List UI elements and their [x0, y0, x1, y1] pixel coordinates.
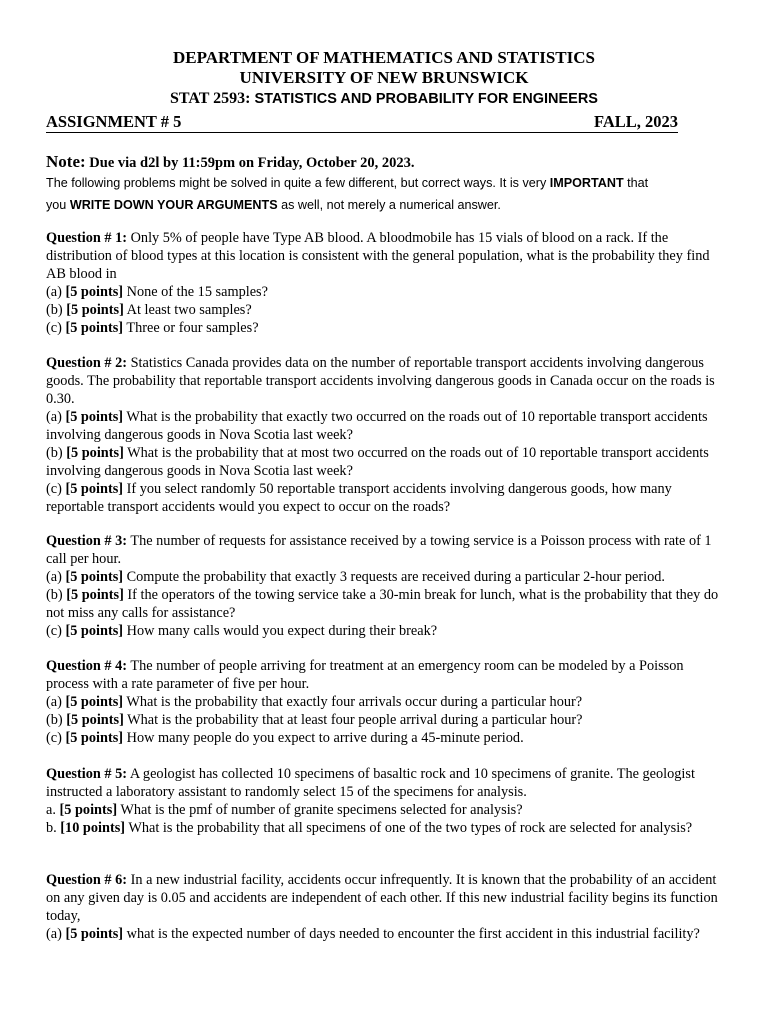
- question-label: Question # 2:: [46, 355, 128, 371]
- question-4: [46, 657, 724, 747]
- question-part: [46, 693, 724, 711]
- course-name: STATISTICS AND PROBABILITY FOR ENGINEERS: [250, 91, 598, 107]
- part-prefix: (b): [46, 587, 67, 603]
- part-points: [5 points]: [65, 694, 124, 710]
- question-part: [46, 283, 724, 301]
- part-text: what is the expected number of days needed to encounter the first accident in this industrial facility?: [123, 926, 700, 942]
- instructions-line-1: [46, 173, 736, 193]
- part-prefix: (c): [46, 730, 66, 746]
- department-heading: DEPARTMENT OF MATHEMATICS AND STATISTICS: [173, 48, 595, 67]
- question-part: [46, 444, 724, 480]
- question-5: [46, 765, 724, 837]
- part-text: What is the probability that exactly two occurred on the roads out of 10 reportable transport accidents involving dangerous goods in Nova Scotia last week?: [46, 409, 708, 443]
- question-stem: [46, 657, 724, 693]
- part-text: How many people do you expect to arrive during a 45-minute period.: [123, 730, 524, 746]
- assignment-number: ASSIGNMENT # 5: [46, 112, 182, 131]
- question-label: Question # 4:: [46, 658, 128, 674]
- instructions-line-2: [46, 195, 736, 215]
- question-part: [46, 301, 724, 319]
- course-code: STAT 2593:: [170, 90, 251, 107]
- part-prefix: a.: [46, 802, 60, 818]
- question-stem: [46, 871, 724, 925]
- note-label: Note:: [46, 152, 86, 171]
- term-label: FALL, 2023: [593, 112, 678, 131]
- question-part: [46, 819, 724, 837]
- question-1: [46, 229, 724, 337]
- part-text: If you select randomly 50 reportable transport accidents involving dangerous goods, how many reportable transport accidents would you expect to occur on the roads?: [46, 481, 672, 515]
- part-text: What is the probability that at least four people arrival during a particular hour?: [123, 712, 583, 728]
- part-prefix: (b): [46, 712, 67, 728]
- part-points: [5 points]: [65, 284, 124, 300]
- part-prefix: (c): [46, 481, 66, 497]
- part-text: Three or four samples?: [123, 320, 259, 336]
- part-prefix: (a): [46, 694, 66, 710]
- question-text: Statistics Canada provides data on the number of reportable transport accidents involving dangerous goods. The probability that reportable transport accidents involving dangerous goods in Canada occur on the roads is 0.30.: [46, 355, 715, 407]
- question-text: A geologist has collected 10 specimens of basaltic rock and 10 specimens of granite. The geologist instructed a laboratory assistant to randomly select 15 of the specimens for analysis.: [46, 766, 695, 800]
- part-prefix: (a): [46, 926, 66, 942]
- part-points: [10 points]: [60, 820, 126, 836]
- part-points: [5 points]: [66, 587, 124, 603]
- question-stem: [46, 532, 724, 568]
- question-stem: [46, 229, 724, 283]
- arguments-emphasis: WRITE DOWN YOUR ARGUMENTS: [69, 198, 278, 212]
- part-prefix: (a): [46, 569, 66, 585]
- part-prefix: (a): [46, 409, 66, 425]
- question-label: Question # 6:: [46, 872, 128, 888]
- part-prefix: b.: [46, 820, 61, 836]
- question-label: Question # 1:: [46, 230, 128, 246]
- question-part: [46, 319, 724, 337]
- question-part: [46, 408, 724, 444]
- instructions-text: as well, not merely a numerical answer.: [277, 198, 501, 212]
- instructions-text: that: [623, 176, 649, 190]
- question-text: In a new industrial facility, accidents occur infrequently. It is known that the probability of an accident on any given day is 0.05 and accidents are independent of each other. If this new industrial facility begins its function today,: [46, 872, 718, 924]
- university-heading: UNIVERSITY OF NEW BRUNSWICK: [239, 68, 529, 87]
- question-label: Question # 3:: [46, 533, 128, 549]
- part-points: [5 points]: [59, 802, 118, 818]
- part-text: What is the probability that all specimens of one of the two types of rock are selected for analysis?: [125, 820, 693, 836]
- question-label: Question # 5:: [46, 766, 128, 782]
- question-text: The number of people arriving for treatment at an emergency room can be modeled by a Poisson process with a rate parameter of five per hour.: [46, 658, 684, 692]
- part-points: [5 points]: [66, 445, 124, 461]
- part-points: [5 points]: [65, 926, 124, 942]
- assignment-title-row: [46, 112, 678, 133]
- part-text: If the operators of the towing service take a 30-min break for lunch, what is the probability that they do not miss any calls for assistance?: [46, 587, 719, 621]
- part-text: Compute the probability that exactly 3 requests are received during a particular 2-hour period.: [123, 569, 665, 585]
- due-note: [46, 152, 726, 173]
- question-stem: [46, 765, 724, 801]
- part-points: [5 points]: [65, 481, 124, 497]
- question-text: Only 5% of people have Type AB blood. A bloodmobile has 15 vials of blood on a rack. If the distribution of blood types at this location is consistent with the general population, what is the probability they find AB blood in: [46, 230, 710, 282]
- part-text: What is the probability that exactly four arrivals occur during a particular hour?: [123, 694, 583, 710]
- part-text: What is the pmf of number of granite specimens selected for analysis?: [117, 802, 523, 818]
- part-prefix: (b): [46, 302, 67, 318]
- part-points: [5 points]: [66, 302, 124, 318]
- question-part: [46, 480, 724, 516]
- question-6: [46, 871, 724, 943]
- question-stem: [46, 354, 724, 408]
- question-part: [46, 925, 724, 943]
- question-part: [46, 586, 724, 622]
- part-prefix: (c): [46, 623, 66, 639]
- question-3: [46, 532, 724, 640]
- due-date: Due via d2l by 11:59pm on Friday, October 20, 2023.: [85, 155, 415, 171]
- part-text: None of the 15 samples?: [123, 284, 268, 300]
- question-part: [46, 729, 724, 747]
- instructions-text: you: [46, 198, 70, 212]
- instructions-text: The following problems might be solved in quite a few different, but correct ways. It is very: [46, 176, 550, 190]
- part-points: [5 points]: [65, 569, 124, 585]
- part-text: How many calls would you expect during their break?: [123, 623, 438, 639]
- course-heading: [0, 90, 768, 108]
- part-prefix: (c): [46, 320, 66, 336]
- part-prefix: (a): [46, 284, 66, 300]
- part-prefix: (b): [46, 445, 67, 461]
- part-text: What is the probability that at most two occurred on the roads out of 10 reportable transport accidents involving dangerous goods in Nova Scotia last week?: [46, 445, 709, 479]
- question-2: [46, 354, 724, 516]
- part-text: At least two samples?: [123, 302, 252, 318]
- question-text: The number of requests for assistance received by a towing service is a Poisson process with rate of 1 call per hour.: [46, 533, 712, 567]
- part-points: [5 points]: [65, 409, 124, 425]
- part-points: [5 points]: [65, 623, 124, 639]
- question-part: [46, 711, 724, 729]
- question-part: [46, 568, 724, 586]
- part-points: [5 points]: [65, 730, 124, 746]
- part-points: [5 points]: [65, 320, 124, 336]
- question-part: [46, 622, 724, 640]
- part-points: [5 points]: [66, 712, 124, 728]
- important-emphasis: IMPORTANT: [549, 176, 624, 190]
- question-part: [46, 801, 724, 819]
